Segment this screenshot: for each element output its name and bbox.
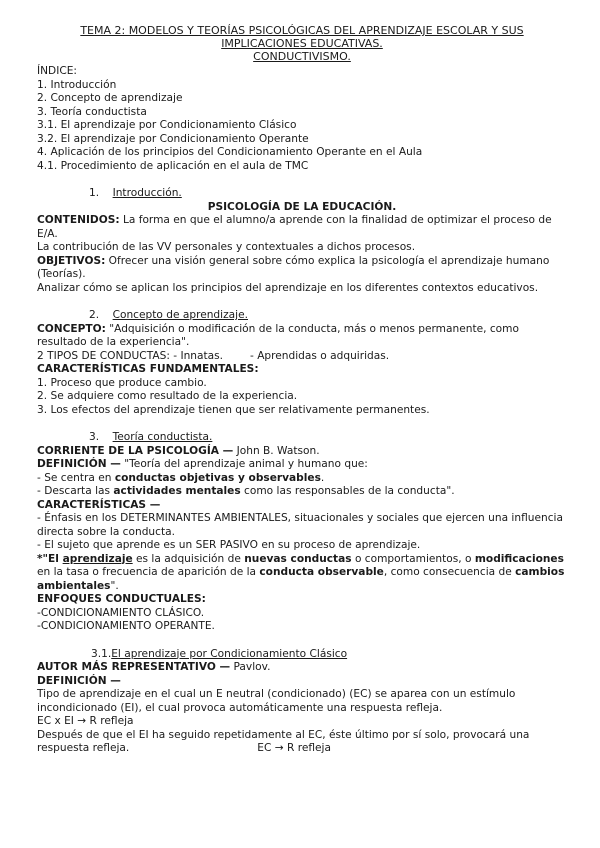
definicion-item-1 (37, 472, 567, 486)
def-item2-bold: actividades mentales (113, 485, 241, 497)
index-item: 3. Teoría conductista (37, 105, 147, 118)
caracteristicas-label: CARACTERÍSTICAS — (37, 498, 161, 511)
index-item: 4.1. Procedimiento de aplicación en el aula de TMC (37, 159, 309, 172)
index-item: 1. Introducción (37, 78, 117, 91)
enfoques-heading: ENFOQUES CONDUCTUALES: (37, 593, 206, 605)
caracteristica-item: 1. Proceso que produce cambio. (37, 376, 207, 389)
section-1-title: Introducción. (112, 187, 182, 199)
tipos-aprendidas: - Aprendidas o adquiridas. (250, 349, 390, 362)
contenidos-label: CONTENIDOS: (37, 214, 120, 226)
note-text-2: o comportamientos, o (351, 552, 475, 565)
note-text-5: ". (110, 579, 119, 592)
autor-value: Pavlov. (230, 661, 271, 673)
section-1-number: 1. (89, 187, 100, 199)
enfoque-item: -CONDICIONAMIENTO OPERANTE. (37, 620, 215, 632)
section-3-title: Teoría conductista. (112, 431, 213, 443)
contenidos-text-2: La contribución de las VV personales y contextuales a dichos procesos. (37, 241, 416, 253)
note-bold-conducta-observable: conducta observable (259, 566, 384, 578)
concepto-label: CONCEPTO: (37, 322, 106, 335)
objetivos-text: Ofrecer una visión general sobre cómo explica la psicología el aprendizaje humano (Teorías). (37, 254, 550, 280)
concepto-paragraph (37, 323, 567, 350)
note-text-1: es la adquisición de (132, 552, 245, 565)
note-text-4: , como consecuencia de (383, 566, 516, 578)
document-page (37, 24, 567, 756)
def-item1-bold: conductas objetivas y observables (114, 471, 321, 484)
caracteristica-pasivo: - El sujeto que aprende es un SER PASIVO en su proceso de aprendizaje. (37, 539, 421, 551)
section-3-1-title: El aprendizaje por Condicionamiento Clásico (111, 647, 348, 660)
corriente-value: John B. Watson. (233, 444, 320, 457)
index-item: 2. Concepto de aprendizaje (37, 92, 183, 104)
section-3-heading (37, 431, 567, 445)
objetivos-label: OBJETIVOS: (37, 254, 106, 267)
objetivos-paragraph (37, 255, 567, 282)
caracteristica-ambientales: - Énfasis en los DETERMINANTES AMBIENTALES, situacionales y sociales que ejercen una influencia directa sobre la conducta. (37, 512, 563, 538)
index-item: 3.1. El aprendizaje por Condicionamiento Clásico (37, 119, 297, 131)
definicion-3-1-text: Tipo de aprendizaje en el cual un E neutral (condicionado) (EC) se aparea con un estímulo incondicionado (EI), el cual provoca automáticamente una respuesta refleja. (37, 688, 516, 714)
after-text-body: Después de que el EI ha seguido repetidamente al EC, éste último por sí solo, provocará una respuesta refleja. (37, 728, 530, 754)
section-2-title: Concepto de aprendizaje. (112, 309, 248, 321)
concepto-text: "Adquisición o modificación de la conducta, más o menos permanente, como resultado de la experiencia". (37, 322, 519, 348)
section-3-1-heading (37, 648, 567, 662)
definicion-text: "Teoría del aprendizaje animal y humano que: (120, 458, 368, 470)
tipos-conductas (37, 350, 567, 364)
aprendizaje-note (37, 553, 567, 594)
caracteristica-item: 2. Se adquiere como resultado de la experiencia. (37, 390, 298, 402)
definicion-label: DEFINICIÓN — (37, 458, 121, 470)
formula-ec-r: EC → R refleja (257, 742, 331, 754)
note-text-3: en la tasa o frecuencia de aparición de la (37, 566, 260, 578)
section-2-number: 2. (89, 309, 100, 321)
section-1-heading (37, 187, 567, 201)
corriente-label: CORRIENTE DE LA PSICOLOGÍA — (37, 444, 234, 457)
def-item2-post: como las responsables de la conducta". (240, 485, 455, 497)
note-prefix: *"El (37, 552, 63, 565)
enfoque-item: -CONDICIONAMIENTO CLÁSICO. (37, 606, 205, 619)
index-item: 4. Aplicación de los principios del Condicionamiento Operante en el Aula (37, 146, 423, 158)
autor-label: AUTOR MÁS REPRESENTATIVO — (37, 661, 231, 673)
contenidos-text: La forma en que el alumno/a aprende con la finalidad de optimizar el proceso de E/A. (37, 214, 552, 240)
def-item2-pre: - Descarta las (37, 485, 114, 497)
objetivos-text-2: Analizar cómo se aplican los principios del aprendizaje en los diferentes contextos educativos. (37, 281, 539, 294)
note-bold-nuevas-conductas: nuevas conductas (244, 552, 352, 565)
document-subtitle: CONDUCTIVISMO. (253, 50, 351, 63)
definicion-3-1-label: DEFINICIÓN — (37, 674, 121, 687)
section-2-heading (37, 309, 567, 323)
section-3-number: 3. (89, 431, 100, 443)
section-1-subheading: PSICOLOGÍA DE LA EDUCACIÓN. (207, 200, 397, 213)
after-text (37, 729, 567, 756)
index-heading: ÍNDICE: (37, 65, 77, 77)
index-item: 3.2. El aprendizaje por Condicionamiento Operante (37, 132, 309, 145)
document-title-line2: IMPLICACIONES EDUCATIVAS. (221, 37, 383, 50)
def-item1-post: . (320, 471, 325, 484)
caracteristica-item: 3. Los efectos del aprendizaje tienen que ser relativamente permanentes. (37, 403, 430, 416)
formula-ec-ei: EC x EI → R refleja (37, 715, 134, 727)
note-bold-cambios-ambientales: cambios ambientales (37, 566, 565, 592)
caracteristicas-heading: CARACTERÍSTICAS FUNDAMENTALES: (37, 363, 259, 375)
note-bold-modificaciones: modificaciones (474, 552, 564, 565)
definicion-line (37, 458, 567, 472)
contenidos-paragraph (37, 214, 567, 241)
corriente-line (37, 445, 567, 459)
autor-line (37, 661, 567, 675)
definicion-item-2 (37, 485, 567, 499)
tipos-innatas: 2 TIPOS DE CONDUCTAS: - Innatas. (37, 349, 224, 362)
def-item1-pre: - Se centra en (37, 471, 115, 484)
note-bold-aprendizaje: aprendizaje (62, 552, 133, 565)
document-title-line1: TEMA 2: MODELOS Y TEORÍAS PSICOLÓGICAS DEL APRENDIZAJE ESCOLAR Y SUS (80, 24, 524, 37)
section-3-1-number: 3.1. (91, 647, 112, 660)
